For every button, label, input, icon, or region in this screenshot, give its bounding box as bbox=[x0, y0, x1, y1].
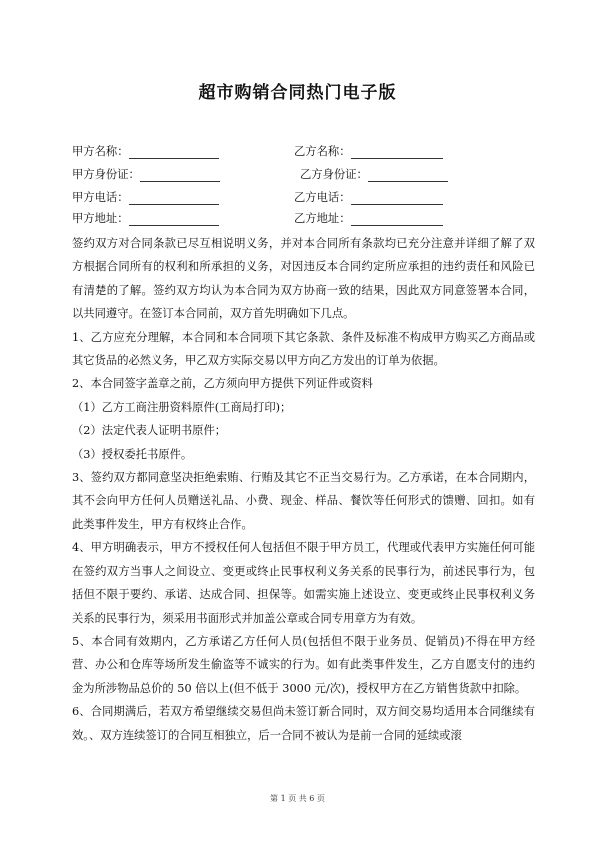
party-a-name-blank bbox=[129, 146, 219, 159]
paragraph-item-3: （3）授权委托书原件。 bbox=[72, 447, 193, 461]
paragraph-clause-4: 4、甲方明确表示，甲方不授权任何人包括但不限于甲方员工，代理或代表甲方实施任何可能在签约双方当事人之间设立、变更或终止民事权利义务关系的民事行为，前述民事行为，包括但不限于要约、承诺、达成合同、担保等。如需实施上述设立、变更或终止民事权利义务关系的民事行为，须采用书面形式并加盖公章或合同专用章方为有效。 bbox=[72, 541, 535, 625]
paragraph-clause-1: 1、乙方应充分理解，本合同和本合同项下其它条款、条件及标准不构成甲方购买乙方商品或其它货品的必然义务，甲乙双方实际交易以甲方向乙方发出的订单为依据。 bbox=[72, 330, 535, 368]
party-b-phone-label: 乙方电话： bbox=[294, 191, 351, 204]
party-row-id bbox=[72, 166, 532, 186]
party-a-address-blank bbox=[129, 213, 219, 226]
party-b-phone-field bbox=[294, 189, 443, 205]
page-number-footer: 第 1 页 共 6 页 bbox=[270, 794, 325, 803]
party-row-name bbox=[72, 143, 532, 163]
party-row-phone bbox=[72, 189, 532, 209]
paragraph-preamble: 签约双方对合同条款已尽互相说明义务，并对本合同所有条款均已充分注意并详细了解了双方根据合同所有的权利和所承担的义务，对因违反本合同约定所应承担的违约责任和风险已有清楚的了解。签约双方均认为本合同为双方协商一致的结果，因此双方同意签署本合同，以共同遵守。在签订本合同前，双方首先明确如下几点。 bbox=[72, 237, 535, 321]
party-a-phone-blank bbox=[129, 192, 219, 205]
party-a-phone-label: 甲方电话： bbox=[72, 191, 129, 204]
party-row-address bbox=[72, 210, 532, 230]
party-b-id-field bbox=[300, 166, 448, 182]
party-a-name-label: 甲方名称： bbox=[72, 145, 129, 158]
paragraph-clause-5: 5、本合同有效期内，乙方承诺乙方任何人员(包括但不限于业务员、促销员)不得在甲方经营、办公和仓库等场所发生偷盗等不诚实的行为。如有此类事件发生，乙方自愿支付的违约金为所涉物品总价的 50 倍以上(但不低于 3000 元/次)，授权甲方在乙方销售货款中扣除。 bbox=[72, 634, 535, 695]
party-a-name-field bbox=[72, 143, 219, 159]
party-a-id-field bbox=[72, 166, 220, 182]
paragraph-clause-2: 2、本合同签字盖章之前，乙方须向甲方提供下列证件或资料 bbox=[72, 377, 373, 391]
party-b-id-blank bbox=[368, 169, 448, 182]
document-title: 超市购销合同热门电子版 bbox=[198, 83, 397, 103]
party-a-address-label: 甲方地址： bbox=[72, 212, 129, 225]
contract-body bbox=[72, 232, 535, 747]
party-a-phone-field bbox=[72, 189, 219, 205]
party-b-address-label: 乙方地址： bbox=[294, 212, 351, 225]
paragraph-clause-3: 3、签约双方都同意坚决拒绝索贿、行贿及其它不正当交易行为。乙方承诺，在本合同期内，其不会向甲方任何人员赠送礼品、小费、现金、样品、餐饮等任何形式的馈赠、回扣。如有此类事件发生，甲方有权终止合作。 bbox=[72, 471, 535, 531]
party-b-name-field bbox=[294, 143, 443, 159]
party-b-address-blank bbox=[351, 213, 443, 226]
party-b-name-blank bbox=[351, 146, 443, 159]
party-a-address-field bbox=[72, 210, 219, 226]
paragraph-item-1: （1）乙方工商注册资料原件(工商局打印)； bbox=[72, 400, 292, 414]
party-a-id-blank bbox=[140, 169, 220, 182]
party-a-id-label: 甲方身份证： bbox=[72, 168, 140, 181]
party-b-name-label: 乙方名称： bbox=[294, 145, 351, 158]
paragraph-clause-6: 6、合同期满后，若双方希望继续交易但尚未签订新合同时，双方间交易均适用本合同继续有效。、双方连续签订的合同互相独立，后一合同不被认为是前一合同的延续或滚 bbox=[72, 705, 535, 742]
party-b-phone-blank bbox=[351, 192, 443, 205]
party-b-address-field bbox=[294, 210, 443, 226]
paragraph-item-2: （2）法定代表人证明书原件； bbox=[72, 424, 227, 438]
party-b-id-label: 乙方身份证： bbox=[300, 168, 368, 181]
